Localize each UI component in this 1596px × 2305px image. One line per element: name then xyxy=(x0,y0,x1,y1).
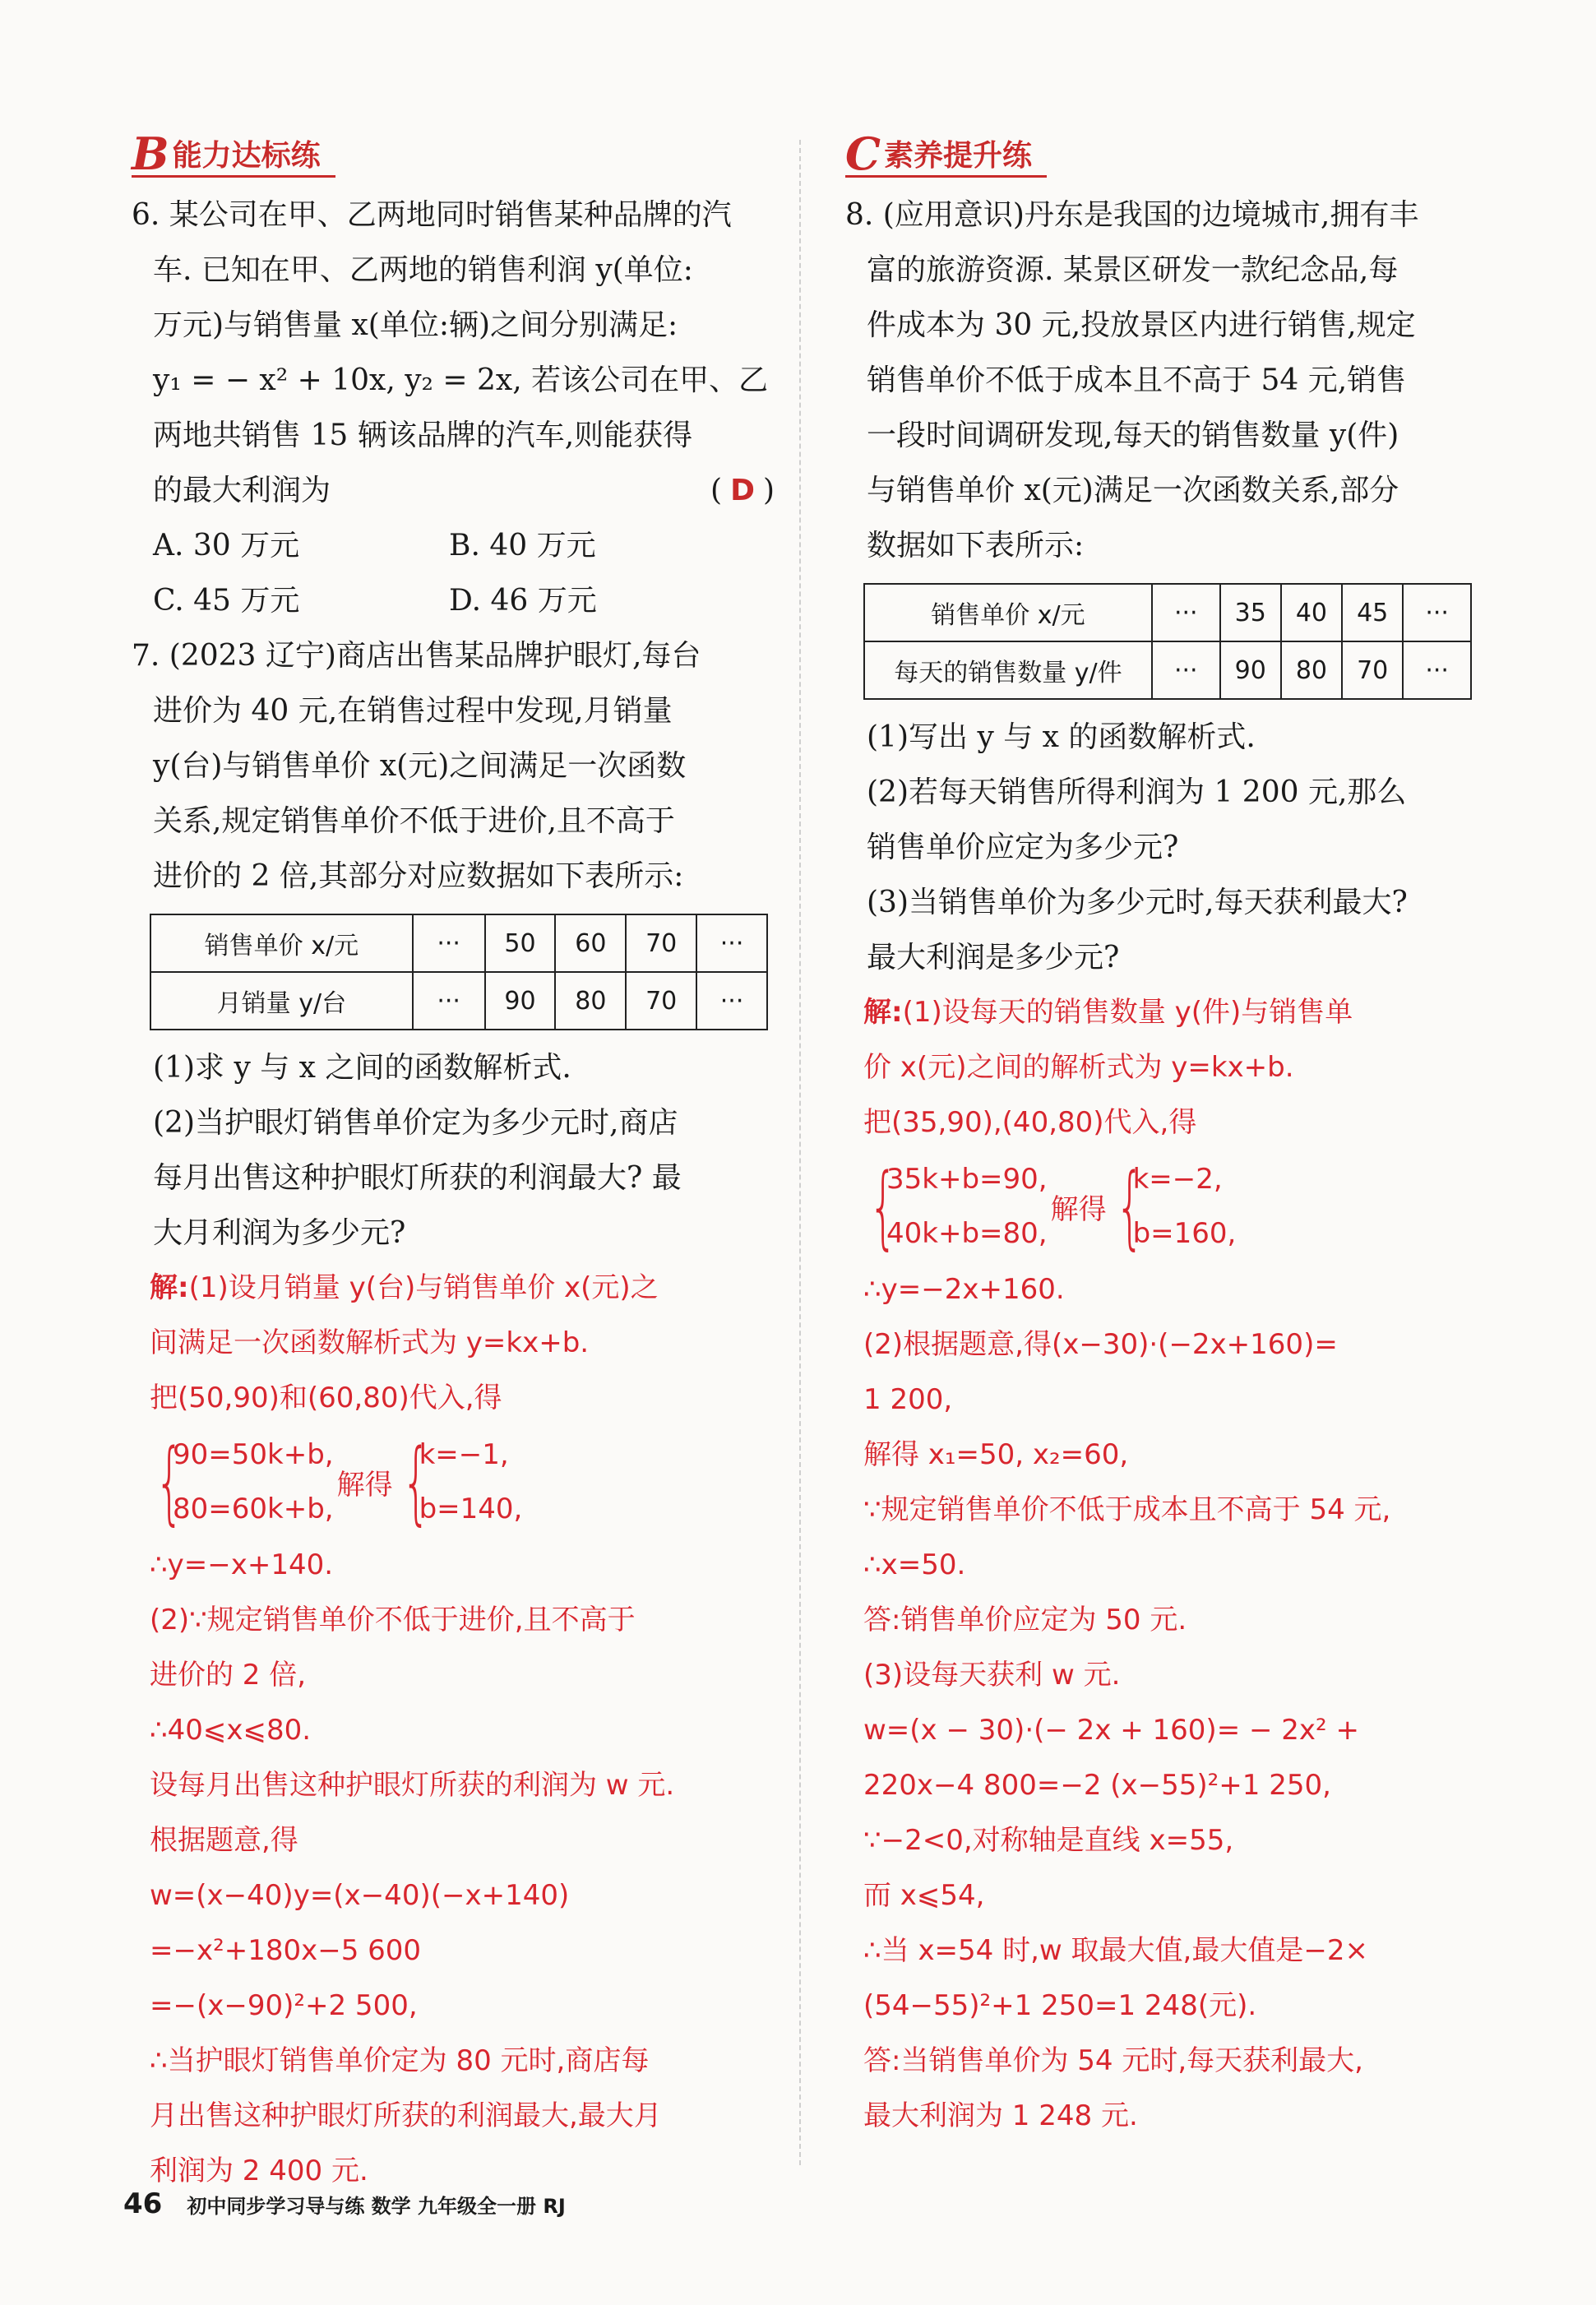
table-row xyxy=(150,972,767,1030)
table-cell: ··· xyxy=(1152,584,1220,641)
q7-sol-line-1 xyxy=(150,1261,775,1316)
table-cell: 月销量 y/台 xyxy=(150,972,413,1030)
q8-line-3: 件成本为 30 元,投放景区内进行销售,规定 xyxy=(867,308,1416,342)
q6-answer: D xyxy=(730,474,755,507)
q8-sol-rest-1: ∴y=−2x+160. xyxy=(863,1273,1065,1306)
q7-sys-b xyxy=(419,1428,523,1536)
q7-part-2c: 大月利润为多少元? xyxy=(153,1216,406,1250)
q7-sol-rest-8: =−x²+180x−5 600 xyxy=(150,1934,422,1967)
q6-line-1: 6. 某公司在甲、乙两地同时销售某种品牌的汽 xyxy=(132,198,732,232)
table-cell: 每天的销售数量 y/件 xyxy=(864,641,1152,699)
table-cell: ··· xyxy=(1403,584,1471,641)
q6-choices-row-1 xyxy=(150,518,775,573)
q7-sol-rest-10: ∴当护眼灯销售单价定为 80 元时,商店每 xyxy=(150,2044,650,2077)
q6-choices-row-2 xyxy=(150,573,775,628)
q8-solution xyxy=(863,985,1505,2144)
table-cell: 50 xyxy=(485,914,556,972)
q8-sol-line-1 xyxy=(863,985,1505,1040)
table-row xyxy=(150,914,767,972)
table-row xyxy=(864,584,1471,641)
table-cell: ··· xyxy=(413,972,485,1030)
table-cell: 45 xyxy=(1342,584,1403,641)
q7-line-4: 关系,规定销售单价不低于进价,且不高于 xyxy=(153,804,675,838)
q8-line-7: 数据如下表所示: xyxy=(867,529,1085,562)
section-letter-c: C xyxy=(845,127,881,180)
q7-sys-a-2: 80=60k+b, xyxy=(173,1493,334,1525)
q7-sol-rest-3: 进价的 2 倍, xyxy=(150,1659,307,1692)
q7-sys-a xyxy=(173,1428,334,1536)
q7-part-2b: 每月出售这种护眼灯所获的利润最大? 最 xyxy=(153,1161,682,1195)
table-row xyxy=(864,641,1471,699)
q7-sys-b-2: b=140, xyxy=(419,1493,523,1525)
q8-sol-rest-8: (3)设每天获利 w 元. xyxy=(863,1659,1121,1692)
section-header-c xyxy=(845,127,1047,180)
q6-choice-c: C. 45 万元 xyxy=(153,584,300,618)
q8-sol-rest-2: (2)根据题意,得(x−30)·(−2x+160)= xyxy=(863,1328,1338,1361)
q7-sol-system xyxy=(150,1428,775,1536)
section-title-b: 能力达标练 xyxy=(172,139,321,173)
book-title: 初中同步学习导与练 数学 九年级全一册 RJ xyxy=(187,2195,566,2218)
q8-sys-a xyxy=(886,1152,1048,1261)
q7-line-5: 进价的 2 倍,其部分对应数据如下表所示: xyxy=(153,859,684,893)
section-header-b xyxy=(132,127,335,180)
q8-sol-rest-4: 解得 x₁=50, x₂=60, xyxy=(863,1438,1129,1471)
q8-line-2: 富的旅游资源. 某景区研发一款纪念品,每 xyxy=(867,253,1399,287)
q8-sol-rest-5: ∵规定销售单价不低于成本且不高于 54 元, xyxy=(863,1493,1391,1526)
q6-last-line-text: 的最大利润为 xyxy=(153,474,331,507)
q8-sol-text-1: (1)设每天的销售数量 y(件)与销售单 xyxy=(902,996,1353,1029)
brace-icon: { xyxy=(155,1429,184,1534)
table-cell: 销售单价 x/元 xyxy=(150,914,413,972)
table-cell: 35 xyxy=(1220,584,1281,641)
q7-sol-line-2: 间满足一次函数解析式为 y=kx+b. xyxy=(150,1326,590,1359)
q8-sol-line-2: 价 x(元)之间的解析式为 y=kx+b. xyxy=(863,1051,1294,1084)
q8-sol-rest-6: ∴x=50. xyxy=(863,1548,966,1581)
table-cell: 80 xyxy=(1281,641,1342,699)
q7-line-2: 进价为 40 元,在销售过程中发现,月销量 xyxy=(153,694,673,728)
q8-sol-rest-12: 而 x⩽54, xyxy=(863,1879,985,1912)
q8-sol-rest-14: (54−55)²+1 250=1 248(元). xyxy=(863,1989,1257,2022)
left-column xyxy=(132,127,775,2187)
question-8 xyxy=(845,187,1505,2144)
q8-line-1: 8. (应用意识)丹东是我国的边境城市,拥有丰 xyxy=(845,198,1419,232)
q6-answer-open: ( xyxy=(710,474,723,507)
q8-line-6: 与销售单价 x(元)满足一次函数关系,部分 xyxy=(867,474,1399,507)
q8-sol-rest-3: 1 200, xyxy=(863,1383,953,1416)
q6-line-4: y₁ = − x² + 10x, y₂ = 2x, 若该公司在甲、乙 xyxy=(153,363,769,397)
table-cell: 销售单价 x/元 xyxy=(864,584,1152,641)
q6-line-6 xyxy=(150,463,775,518)
q6-choice-a: A. 30 万元 xyxy=(153,529,300,562)
q6-line-5: 两地共销售 15 辆该品牌的汽车,则能获得 xyxy=(153,419,693,452)
brace-icon: { xyxy=(1115,1154,1145,1259)
right-column xyxy=(845,127,1505,2157)
q7-sol-lead: 解: xyxy=(150,1271,189,1304)
table-cell: ··· xyxy=(1152,641,1220,699)
table-cell: 90 xyxy=(1220,641,1281,699)
q7-solve-word: 解得 xyxy=(336,1468,393,1502)
q8-sys-a-2: 40k+b=80, xyxy=(886,1217,1048,1250)
q6-answer-bracket xyxy=(710,463,775,518)
q8-sys-b-1: k=−2, xyxy=(1132,1163,1223,1196)
q8-part-1: (1)写出 y 与 x 的函数解析式. xyxy=(867,720,1256,754)
q7-sol-line-3: 把(50,90)和(60,80)代入,得 xyxy=(150,1382,502,1414)
question-6 xyxy=(132,187,775,628)
q6-answer-close: ) xyxy=(762,474,775,507)
table-cell: ··· xyxy=(696,972,767,1030)
table-cell: 40 xyxy=(1281,584,1342,641)
q8-sol-rest-15: 答:当销售单价为 54 元时,每天获利最大, xyxy=(863,2044,1363,2077)
q8-sol-system xyxy=(863,1152,1505,1261)
q7-sol-rest-5: 设每月出售这种护眼灯所获的利润为 w 元. xyxy=(150,1769,675,1802)
column-divider xyxy=(799,140,801,2165)
q6-line-2: 车. 已知在甲、乙两地的销售利润 y(单位: xyxy=(153,253,693,287)
q7-sol-rest-7: w=(x−40)y=(x−40)(−x+140) xyxy=(150,1879,570,1912)
q8-line-5: 一段时间调研发现,每天的销售数量 y(件) xyxy=(867,419,1399,452)
page-footer xyxy=(123,2187,566,2220)
q8-sol-rest-7: 答:销售单价应定为 50 元. xyxy=(863,1604,1187,1636)
q8-part-2b: 销售单价应定为多少元? xyxy=(867,831,1179,864)
q7-sol-text-1: (1)设月销量 y(台)与销售单价 x(元)之 xyxy=(188,1271,659,1304)
q7-sys-b-1: k=−1, xyxy=(419,1438,509,1471)
table-cell: 70 xyxy=(626,972,696,1030)
q6-choice-d: D. 46 万元 xyxy=(449,584,597,618)
q8-sys-b-2: b=160, xyxy=(1132,1217,1237,1250)
table-cell: ··· xyxy=(413,914,485,972)
q8-sys-b xyxy=(1133,1152,1237,1261)
q8-sol-rest-16: 最大利润为 1 248 元. xyxy=(863,2099,1138,2132)
q7-sol-rest-1: ∴y=−x+140. xyxy=(150,1548,334,1581)
q8-solve-word: 解得 xyxy=(1050,1192,1107,1226)
q7-part-2a: (2)当护眼灯销售单价定为多少元时,商店 xyxy=(153,1106,678,1140)
q7-solution xyxy=(150,1261,775,2199)
q7-sol-rest-4: ∴40⩽x⩽80. xyxy=(150,1714,312,1747)
table-cell: 90 xyxy=(485,972,556,1030)
q8-sol-lead: 解: xyxy=(863,996,903,1029)
q8-line-4: 销售单价不低于成本且不高于 54 元,销售 xyxy=(867,363,1407,397)
q8-data-table xyxy=(863,583,1472,700)
brace-icon: { xyxy=(401,1429,431,1534)
q6-line-3: 万元)与销售量 x(单位:辆)之间分别满足: xyxy=(153,308,678,342)
brace-icon: { xyxy=(868,1154,898,1259)
question-7 xyxy=(132,628,775,2199)
section-title-c: 素养提升练 xyxy=(883,139,1032,173)
page-number: 46 xyxy=(123,2187,163,2220)
q8-sol-line-3: 把(35,90),(40,80)代入,得 xyxy=(863,1106,1197,1139)
q7-sol-rest-9: =−(x−90)²+2 500, xyxy=(150,1989,418,2022)
q7-line-1: 7. (2023 辽宁)商店出售某品牌护眼灯,每台 xyxy=(132,639,701,673)
q7-sol-rest-11: 月出售这种护眼灯所获的利润最大,最大月 xyxy=(150,2099,662,2132)
q7-sol-rest-2: (2)∵规定销售单价不低于进价,且不高于 xyxy=(150,1604,636,1636)
table-cell: 70 xyxy=(626,914,696,972)
q8-sol-rest-13: ∴当 x=54 时,w 取最大值,最大值是−2× xyxy=(863,1934,1368,1967)
q7-sol-rest-6: 根据题意,得 xyxy=(150,1824,298,1857)
q7-sol-rest-12: 利润为 2 400 元. xyxy=(150,2155,368,2187)
q8-part-3a: (3)当销售单价为多少元时,每天获利最大? xyxy=(867,886,1408,919)
table-cell: ··· xyxy=(696,914,767,972)
table-cell: 80 xyxy=(555,972,626,1030)
q6-choice-b: B. 40 万元 xyxy=(449,529,596,562)
table-cell: ··· xyxy=(1403,641,1471,699)
q8-sol-rest-11: ∵−2<0,对称轴是直线 x=55, xyxy=(863,1824,1234,1857)
q8-part-3b: 最大利润是多少元? xyxy=(867,941,1120,974)
table-cell: 60 xyxy=(555,914,626,972)
section-letter-b: B xyxy=(132,127,169,180)
q8-part-2a: (2)若每天销售所得利润为 1 200 元,那么 xyxy=(867,775,1407,809)
q7-part-1: (1)求 y 与 x 之间的函数解析式. xyxy=(153,1051,571,1085)
table-cell: 70 xyxy=(1342,641,1403,699)
q7-sys-a-1: 90=50k+b, xyxy=(173,1438,334,1471)
q8-sys-a-1: 35k+b=90, xyxy=(886,1163,1048,1196)
q7-line-3: y(台)与销售单价 x(元)之间满足一次函数 xyxy=(153,749,687,783)
q8-sol-rest-9: w=(x − 30)·(− 2x + 160)= − 2x² + xyxy=(863,1714,1359,1747)
q8-sol-rest-10: 220x−4 800=−2 (x−55)²+1 250, xyxy=(863,1769,1331,1802)
q7-data-table xyxy=(150,914,768,1030)
